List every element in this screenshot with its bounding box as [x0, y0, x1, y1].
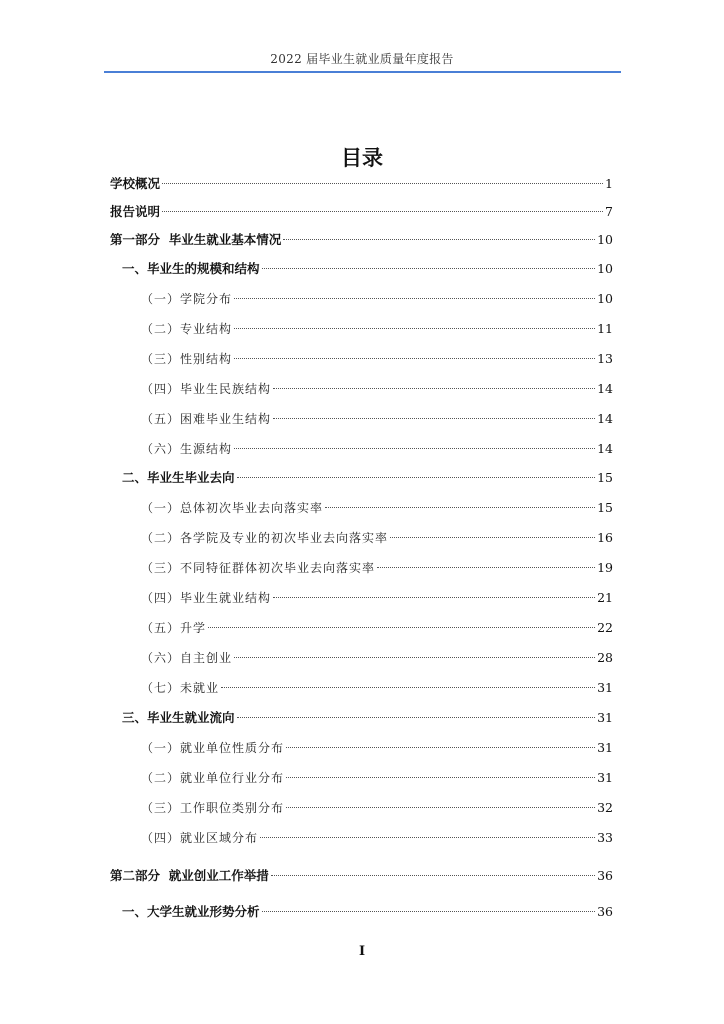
toc-entry-label: （五）困难毕业生结构 — [141, 412, 272, 426]
toc-entry[interactable] — [141, 289, 613, 309]
toc-entry[interactable] — [141, 439, 613, 459]
toc-entry[interactable] — [141, 828, 613, 848]
toc-dot-leader — [273, 388, 595, 389]
toc-entry-label: （三）工作职位类别分布 — [141, 801, 285, 815]
toc-entry[interactable] — [122, 259, 613, 279]
toc-entry[interactable] — [122, 708, 613, 728]
toc-dot-leader — [286, 747, 595, 748]
toc-entry-label: 第一部分 毕业生就业基本情况 — [110, 232, 282, 247]
toc-entry[interactable] — [141, 558, 613, 578]
toc-entry-label: （二）就业单位行业分布 — [141, 771, 285, 785]
toc-entry-page: 16 — [597, 530, 613, 545]
toc-entry-label: 二、毕业生毕业去向 — [122, 470, 235, 485]
toc-entry[interactable] — [141, 738, 613, 758]
toc-dot-leader — [273, 418, 595, 419]
toc-dot-leader — [283, 239, 595, 240]
toc-dot-leader — [273, 597, 595, 598]
toc-entry-label: （六）生源结构 — [141, 442, 233, 456]
toc-entry-label: （一）总体初次毕业去向落实率 — [141, 501, 324, 515]
toc-entry-label: （二）各学院及专业的初次毕业去向落实率 — [141, 531, 389, 545]
toc-entry-page: 31 — [597, 680, 613, 695]
toc-entry-page: 36 — [597, 904, 613, 919]
toc-entry-page: 10 — [597, 232, 613, 247]
toc-entry-page: 14 — [597, 411, 613, 426]
toc-entry[interactable] — [141, 498, 613, 518]
toc-entry[interactable] — [122, 902, 613, 922]
toc-entry[interactable] — [122, 468, 613, 488]
toc-entry[interactable] — [141, 648, 613, 668]
toc-dot-leader — [234, 657, 595, 658]
toc-dot-leader — [237, 717, 596, 718]
toc-dot-leader — [234, 358, 595, 359]
toc-entry-page: 1 — [605, 176, 613, 191]
toc-entry-page: 10 — [597, 291, 613, 306]
toc-entry-page: 22 — [597, 620, 613, 635]
toc-dot-leader — [390, 537, 595, 538]
toc-entry-label: （四）毕业生民族结构 — [141, 382, 272, 396]
toc-entry-label: （一）就业单位性质分布 — [141, 741, 285, 755]
toc-entry-label: 报告说明 — [110, 204, 161, 219]
toc-entry-page: 19 — [597, 560, 613, 575]
toc-entry-page: 11 — [597, 321, 613, 336]
toc-entry[interactable] — [141, 349, 613, 369]
toc-entry[interactable] — [141, 588, 613, 608]
toc-entry-page: 33 — [597, 830, 613, 845]
toc-dot-leader — [286, 807, 595, 808]
toc-dot-leader — [162, 183, 603, 184]
toc-entry-label: 三、毕业生就业流向 — [122, 710, 235, 725]
toc-entry-label: （四）毕业生就业结构 — [141, 591, 272, 605]
toc-entry[interactable] — [141, 528, 613, 548]
toc-entry[interactable] — [141, 409, 613, 429]
toc-dot-leader — [271, 875, 595, 876]
toc-dot-leader — [262, 268, 596, 269]
toc-entry[interactable] — [110, 202, 613, 222]
toc-entry[interactable] — [110, 866, 613, 886]
toc-dot-leader — [162, 211, 603, 212]
toc-entry-label: （七）未就业 — [141, 681, 220, 695]
toc-entry-page: 31 — [597, 770, 613, 785]
toc-dot-leader — [234, 448, 595, 449]
toc-entry-page: 14 — [597, 441, 613, 456]
toc-dot-leader — [260, 837, 595, 838]
toc-dot-leader — [262, 911, 596, 912]
toc-entry-label: （五）升学 — [141, 621, 207, 635]
toc-entry-label: （一）学院分布 — [141, 292, 233, 306]
toc-entry[interactable] — [141, 618, 613, 638]
toc-entry-label: （二）专业结构 — [141, 322, 233, 336]
toc-dot-leader — [237, 477, 596, 478]
toc-entry[interactable] — [141, 678, 613, 698]
toc-entry-page: 32 — [597, 800, 613, 815]
toc-title: 目录 — [341, 146, 383, 170]
toc-entry[interactable] — [141, 768, 613, 788]
toc-entry[interactable] — [141, 379, 613, 399]
toc-entry[interactable] — [110, 230, 613, 250]
toc-entry-label: （四）就业区域分布 — [141, 831, 259, 845]
toc-entry-label: 第二部分 就业创业工作举措 — [110, 868, 269, 883]
header-title: 2022 届毕业生就业质量年度报告 — [270, 52, 454, 66]
toc-entry-page: 31 — [597, 740, 613, 755]
toc-dot-leader — [325, 507, 595, 508]
toc-dot-leader — [286, 777, 595, 778]
toc-entry-page: 15 — [597, 500, 613, 515]
toc-entry-page: 28 — [597, 650, 613, 665]
toc-entry-label: 一、大学生就业形势分析 — [122, 904, 260, 919]
toc-dot-leader — [221, 687, 595, 688]
toc-dot-leader — [377, 567, 595, 568]
toc-entry-page: 36 — [597, 868, 613, 883]
toc-entry-label: 学校概况 — [110, 176, 161, 191]
page-number: I — [358, 944, 366, 959]
toc-entry-label: （三）性别结构 — [141, 352, 233, 366]
toc-entry[interactable] — [141, 798, 613, 818]
toc-entry-page: 14 — [597, 381, 613, 396]
toc-entry-label: 一、毕业生的规模和结构 — [122, 261, 260, 276]
toc-entry[interactable] — [141, 319, 613, 339]
toc-entry-page: 10 — [597, 261, 613, 276]
toc-dot-leader — [234, 328, 595, 329]
toc-entry-page: 21 — [597, 590, 613, 605]
toc-entry[interactable] — [110, 174, 613, 194]
toc-entry-page: 31 — [597, 710, 613, 725]
toc-entry-page: 15 — [597, 470, 613, 485]
toc-entry-page: 7 — [605, 204, 613, 219]
toc-dot-leader — [234, 298, 595, 299]
toc-entry-label: （三）不同特征群体初次毕业去向落实率 — [141, 561, 376, 575]
toc-entry-label: （六）自主创业 — [141, 651, 233, 665]
toc-dot-leader — [208, 627, 595, 628]
toc-entry-page: 13 — [597, 351, 613, 366]
